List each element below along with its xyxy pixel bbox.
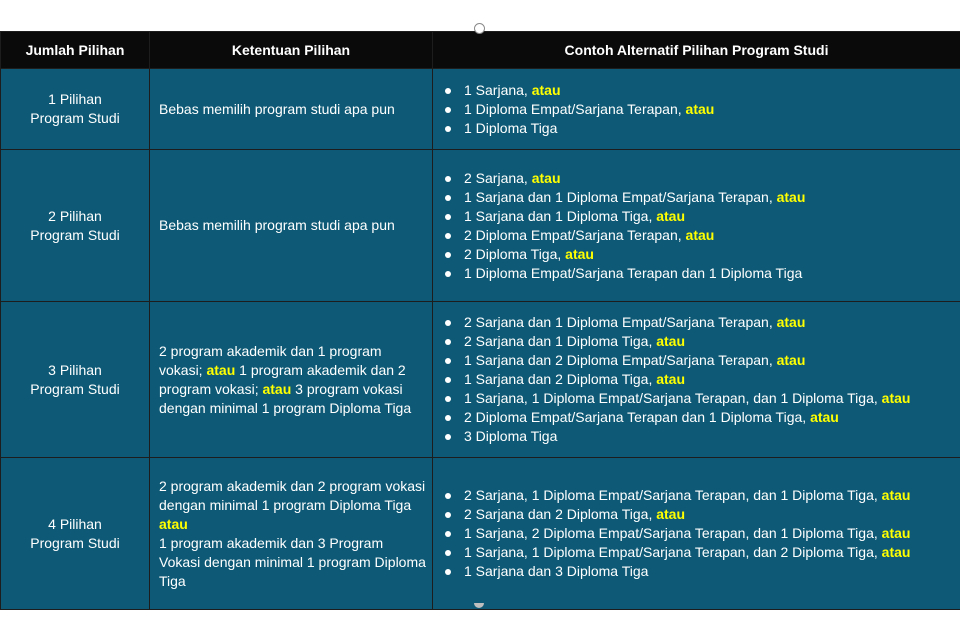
- option-text: 1 Diploma Tiga: [464, 119, 558, 136]
- atau-highlight: atau: [656, 333, 686, 349]
- list-item: [443, 264, 952, 283]
- atau-highlight: atau: [685, 226, 715, 243]
- list-item: [443, 505, 952, 524]
- ketentuan-text: 2 program akademik dan 2 program vokasi dengan minimal 1 program Diploma Tiga: [159, 477, 426, 513]
- atau-highlight: atau: [656, 207, 686, 224]
- option-list: [443, 169, 952, 283]
- option-text: 2 Sarjana, 1 Diploma Empat/Sarjana Terapan, dan 1 Diploma Tiga,: [464, 487, 882, 503]
- table-row: [1, 458, 960, 610]
- option-text: 2 Diploma Tiga,: [464, 245, 566, 262]
- ketentuan-text: Bebas memilih program studi apa pun: [159, 100, 395, 117]
- list-item: [443, 169, 952, 188]
- cell-ketentuan: [150, 302, 433, 458]
- cell-jumlah: [1, 458, 150, 610]
- atau-highlight: atau: [881, 525, 911, 541]
- cell-jumlah: [1, 302, 150, 458]
- header-row: [1, 32, 960, 69]
- option-text: 1 Diploma Empat/Sarjana Terapan,: [464, 100, 686, 117]
- atau-highlight: atau: [531, 169, 561, 186]
- option-text: 1 Sarjana dan 2 Diploma Tiga,: [464, 371, 657, 387]
- atau-highlight: atau: [159, 515, 188, 532]
- list-item: [443, 207, 952, 226]
- atau-highlight: atau: [531, 81, 561, 98]
- list-item: [443, 188, 952, 207]
- jumlah-label: Program Studi: [30, 226, 120, 243]
- jumlah-label: 1 Pilihan: [48, 91, 102, 107]
- option-text: 1 Sarjana dan 2 Diploma Empat/Sarjana Terapan,: [464, 352, 777, 368]
- option-text: 3 Diploma Tiga: [464, 428, 558, 444]
- atau-highlight: atau: [206, 361, 236, 378]
- selection-rules-table: [0, 31, 960, 610]
- option-text: 2 Diploma Empat/Sarjana Terapan,: [464, 226, 686, 243]
- cell-jumlah: [1, 69, 150, 150]
- ketentuan-text: Bebas memilih program studi apa pun: [159, 217, 395, 233]
- list-item: [443, 81, 952, 100]
- list-item: [443, 351, 952, 370]
- cell-contoh: [433, 69, 960, 150]
- option-text: 2 Sarjana dan 1 Diploma Tiga,: [464, 333, 657, 349]
- list-item: [443, 543, 952, 562]
- atau-highlight: atau: [810, 409, 839, 425]
- option-text: 1 Diploma Empat/Sarjana Terapan dan 1 Diploma Tiga: [464, 264, 803, 281]
- atau-highlight: atau: [776, 188, 806, 205]
- table-row: [1, 302, 960, 458]
- list-item: [443, 486, 952, 505]
- list-item: [443, 389, 952, 408]
- ketentuan-text: 2 program akademik dan 1 program vokasi;: [159, 342, 382, 378]
- header-ketentuan-pilihan: Ketentuan Pilihan: [150, 32, 433, 69]
- option-text: 2 Sarjana dan 2 Diploma Tiga,: [464, 506, 657, 522]
- list-item: [443, 245, 952, 264]
- option-text: 2 Diploma Empat/Sarjana Terapan dan 1 Diploma Tiga,: [464, 409, 811, 425]
- ketentuan-text: 1 program akademik dan 2 program vokasi;: [159, 361, 406, 397]
- atau-highlight: atau: [881, 544, 911, 560]
- list-item: [443, 562, 952, 581]
- atau-highlight: atau: [881, 390, 911, 406]
- jumlah-label: 3 Pilihan: [48, 361, 102, 378]
- option-text: 1 Sarjana dan 1 Diploma Empat/Sarjana Terapan,: [464, 188, 777, 205]
- list-item: [443, 427, 952, 446]
- cell-jumlah: [1, 150, 150, 302]
- jumlah-label: 4 Pilihan: [48, 515, 102, 532]
- cell-ketentuan: [150, 69, 433, 150]
- option-list: [443, 81, 952, 138]
- header-contoh-alternatif: Contoh Alternatif Pilihan Program Studi: [433, 32, 960, 69]
- list-item: [443, 370, 952, 389]
- table-row: [1, 150, 960, 302]
- header-jumlah-pilihan: Jumlah Pilihan: [1, 32, 150, 69]
- option-text: 2 Sarjana,: [464, 169, 532, 186]
- atau-highlight: atau: [776, 352, 806, 368]
- option-list: [443, 313, 952, 446]
- slide-handle-top: [474, 23, 485, 34]
- option-text: 1 Sarjana, 1 Diploma Empat/Sarjana Terapan, dan 2 Diploma Tiga,: [464, 544, 882, 560]
- list-item: [443, 100, 952, 119]
- option-text: 1 Sarjana dan 3 Diploma Tiga: [464, 563, 649, 579]
- atau-highlight: atau: [656, 371, 686, 387]
- ketentuan-text: 3 program vokasi dengan minimal 1 program Diploma Tiga: [159, 380, 412, 416]
- option-text: 1 Sarjana, 2 Diploma Empat/Sarjana Terapan, dan 1 Diploma Tiga,: [464, 525, 882, 541]
- option-list: [443, 486, 952, 581]
- jumlah-label: Program Studi: [30, 110, 120, 126]
- list-item: [443, 119, 952, 138]
- atau-highlight: atau: [776, 314, 806, 330]
- option-text: 1 Sarjana, 1 Diploma Empat/Sarjana Terapan, dan 1 Diploma Tiga,: [464, 390, 882, 406]
- option-text: 1 Sarjana dan 1 Diploma Tiga,: [464, 207, 657, 224]
- atau-highlight: atau: [262, 380, 292, 397]
- list-item: [443, 226, 952, 245]
- atau-highlight: atau: [881, 487, 911, 503]
- list-item: [443, 332, 952, 351]
- cell-ketentuan: [150, 458, 433, 610]
- cell-ketentuan: [150, 150, 433, 302]
- list-item: [443, 313, 952, 332]
- atau-highlight: atau: [685, 100, 715, 117]
- atau-highlight: atau: [656, 506, 686, 522]
- cell-contoh: [433, 150, 960, 302]
- option-text: 1 Sarjana,: [464, 81, 532, 98]
- option-text: 2 Sarjana dan 1 Diploma Empat/Sarjana Terapan,: [464, 314, 777, 330]
- cell-contoh: [433, 302, 960, 458]
- ketentuan-text: 1 program akademik dan 3 Program Vokasi dengan minimal 1 program Diploma Tiga: [159, 534, 426, 589]
- cell-contoh: [433, 458, 960, 610]
- table-row: [1, 69, 960, 150]
- list-item: [443, 524, 952, 543]
- jumlah-label: 2 Pilihan: [48, 207, 102, 224]
- atau-highlight: atau: [565, 245, 594, 262]
- jumlah-label: Program Studi: [30, 534, 120, 551]
- jumlah-label: Program Studi: [30, 380, 120, 397]
- list-item: [443, 408, 952, 427]
